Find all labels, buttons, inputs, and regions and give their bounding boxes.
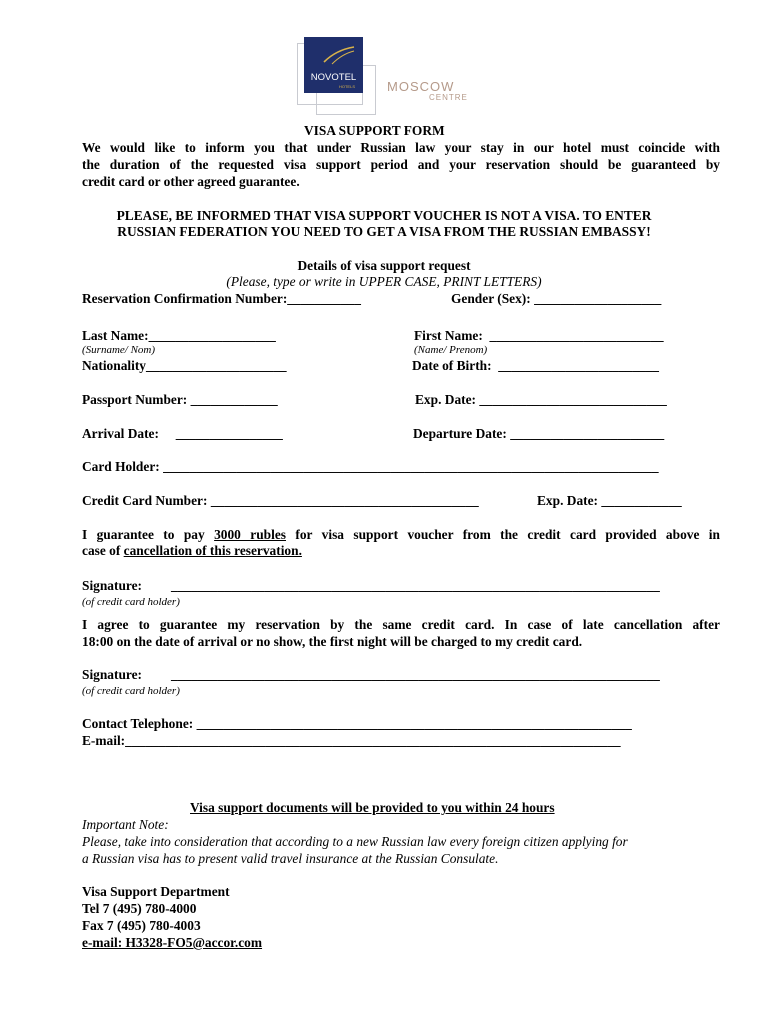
department-name: Visa Support Department: [82, 884, 230, 899]
reservation-number-blank[interactable]: ___________: [287, 291, 361, 306]
intro-line-3: credit card or other agreed guarantee.: [82, 174, 300, 189]
departure-date-blank[interactable]: _______________________: [510, 426, 665, 441]
warning-line-1: PLEASE, BE INFORMED THAT VISA SUPPORT VOUCHER IS NOT A VISA. TO ENTER: [116, 208, 652, 223]
card-holder-field[interactable]: [82, 459, 659, 475]
last-name-label: Last Name:: [82, 328, 149, 343]
last-name-field[interactable]: [82, 328, 276, 344]
gender-blank[interactable]: ___________________: [534, 291, 662, 306]
signature-2-hint: (of credit card holder): [82, 685, 180, 697]
arrival-date-blank[interactable]: ________________: [175, 426, 283, 441]
important-note-line-2: a Russian visa has to present valid travel insurance at the Russian Consulate.: [82, 851, 499, 866]
reservation-number-label: Reservation Confirmation Number:: [82, 291, 288, 306]
card-exp-field[interactable]: [537, 493, 682, 509]
signature-1-label: Signature:: [82, 578, 143, 593]
email-label: E-mail:: [82, 733, 126, 748]
department-email-link[interactable]: e-mail: H3328-FO5@accor.com: [82, 935, 263, 950]
nationality-label: Nationality: [82, 358, 146, 373]
contact-telephone-label: Contact Telephone:: [82, 716, 194, 731]
warning-line-2: RUSSIAN FEDERATION YOU NEED TO GET A VISA FROM THE RUSSIAN EMBASSY!: [117, 224, 651, 239]
logo-district-text: CENTRE: [429, 93, 468, 102]
date-of-birth-blank[interactable]: ________________________: [498, 358, 659, 373]
card-exp-label: Exp. Date:: [537, 493, 598, 508]
passport-exp-field[interactable]: [415, 392, 667, 408]
guarantee-text-before: I guarantee to pay: [82, 527, 205, 542]
contact-telephone-blank[interactable]: _________________________________________________________________: [196, 716, 632, 731]
important-note-line-1: Please, take into consideration that according to a new Russian law every foreign citizen applying for: [82, 834, 628, 849]
arrival-date-field[interactable]: [82, 426, 283, 442]
passport-exp-label: Exp. Date:: [415, 392, 476, 407]
departure-date-label: Departure Date:: [413, 426, 507, 441]
agreement-line-2: 18:00 on the date of arrival or no show, the first night will be charged to my credit card.: [82, 634, 583, 649]
agreement-line-1: I agree to guarantee my reservation by the same credit card. In case of late cancellation after: [82, 617, 720, 632]
departure-date-field[interactable]: [413, 426, 664, 442]
arrival-date-label: Arrival Date:: [82, 426, 159, 441]
swoosh-icon: [322, 44, 356, 66]
first-name-label: First Name:: [414, 328, 483, 343]
guarantee-case-of: case of: [82, 543, 121, 558]
passport-number-field[interactable]: [82, 392, 278, 408]
card-holder-label: Card Holder:: [82, 459, 160, 474]
guarantee-line-1: [82, 527, 720, 543]
signature-2-blank[interactable]: _________________________________________________________________________: [171, 667, 660, 682]
details-instruction: (Please, type or write in UPPER CASE, PRINT LETTERS): [226, 274, 542, 289]
guarantee-cancellation: cancellation of this reservation.: [123, 543, 302, 558]
credit-card-number-blank[interactable]: ________________________________________: [210, 493, 479, 508]
signature-1-hint: (of credit card holder): [82, 596, 180, 608]
passport-number-label: Passport Number:: [82, 392, 188, 407]
gender-field[interactable]: [451, 291, 661, 307]
nationality-blank[interactable]: _____________________: [145, 358, 287, 373]
intro-line-1: We would like to inform you that under Russian law your stay in our hotel must coincide with: [82, 140, 720, 155]
email-blank[interactable]: __________________________________________________________________________: [125, 733, 621, 748]
card-holder-blank[interactable]: __________________________________________________________________________: [163, 459, 659, 474]
date-of-birth-label: Date of Birth:: [412, 358, 492, 373]
first-name-field[interactable]: [414, 328, 664, 344]
guarantee-line-2: [82, 543, 302, 559]
contact-telephone-field[interactable]: [82, 716, 632, 732]
signature-1-blank[interactable]: _________________________________________________________________________: [171, 578, 660, 593]
logo-brand-text: NOVOTEL: [310, 72, 357, 83]
department-tel: Tel 7 (495) 780-4000: [82, 901, 197, 916]
form-title: VISA SUPPORT FORM: [304, 123, 445, 138]
first-name-hint: (Name/ Prenom): [414, 344, 488, 356]
guarantee-amount: 3000 rubles: [214, 527, 286, 542]
reservation-number-field[interactable]: [82, 291, 361, 307]
passport-exp-blank[interactable]: ____________________________: [479, 392, 667, 407]
passport-number-blank[interactable]: _____________: [190, 392, 278, 407]
first-name-blank[interactable]: __________________________: [489, 328, 664, 343]
logo-subbrand-text: HOTELS: [338, 84, 355, 89]
department-fax: Fax 7 (495) 780-4003: [82, 918, 201, 933]
gender-label: Gender (Sex):: [451, 291, 531, 306]
important-note-label: Important Note:: [82, 817, 169, 832]
email-field[interactable]: [82, 733, 621, 749]
logo-city-text: MOSCOW: [387, 79, 455, 94]
last-name-hint: (Surname/ Nom): [82, 344, 156, 356]
credit-card-number-label: Credit Card Number:: [82, 493, 208, 508]
details-heading: Details of visa support request: [297, 258, 471, 273]
credit-card-number-field[interactable]: [82, 493, 479, 509]
card-exp-blank[interactable]: ____________: [601, 493, 682, 508]
nationality-field[interactable]: [82, 358, 287, 374]
provision-notice: Visa support documents will be provided to you within 24 hours: [190, 800, 555, 815]
last-name-blank[interactable]: ___________________: [148, 328, 276, 343]
signature-2-label: Signature:: [82, 667, 143, 682]
intro-line-2: the duration of the requested visa support period and your reservation should be guaranteed by: [82, 157, 720, 172]
date-of-birth-field[interactable]: [412, 358, 659, 374]
guarantee-text-after: for visa support voucher from the credit card provided above in: [295, 527, 720, 542]
